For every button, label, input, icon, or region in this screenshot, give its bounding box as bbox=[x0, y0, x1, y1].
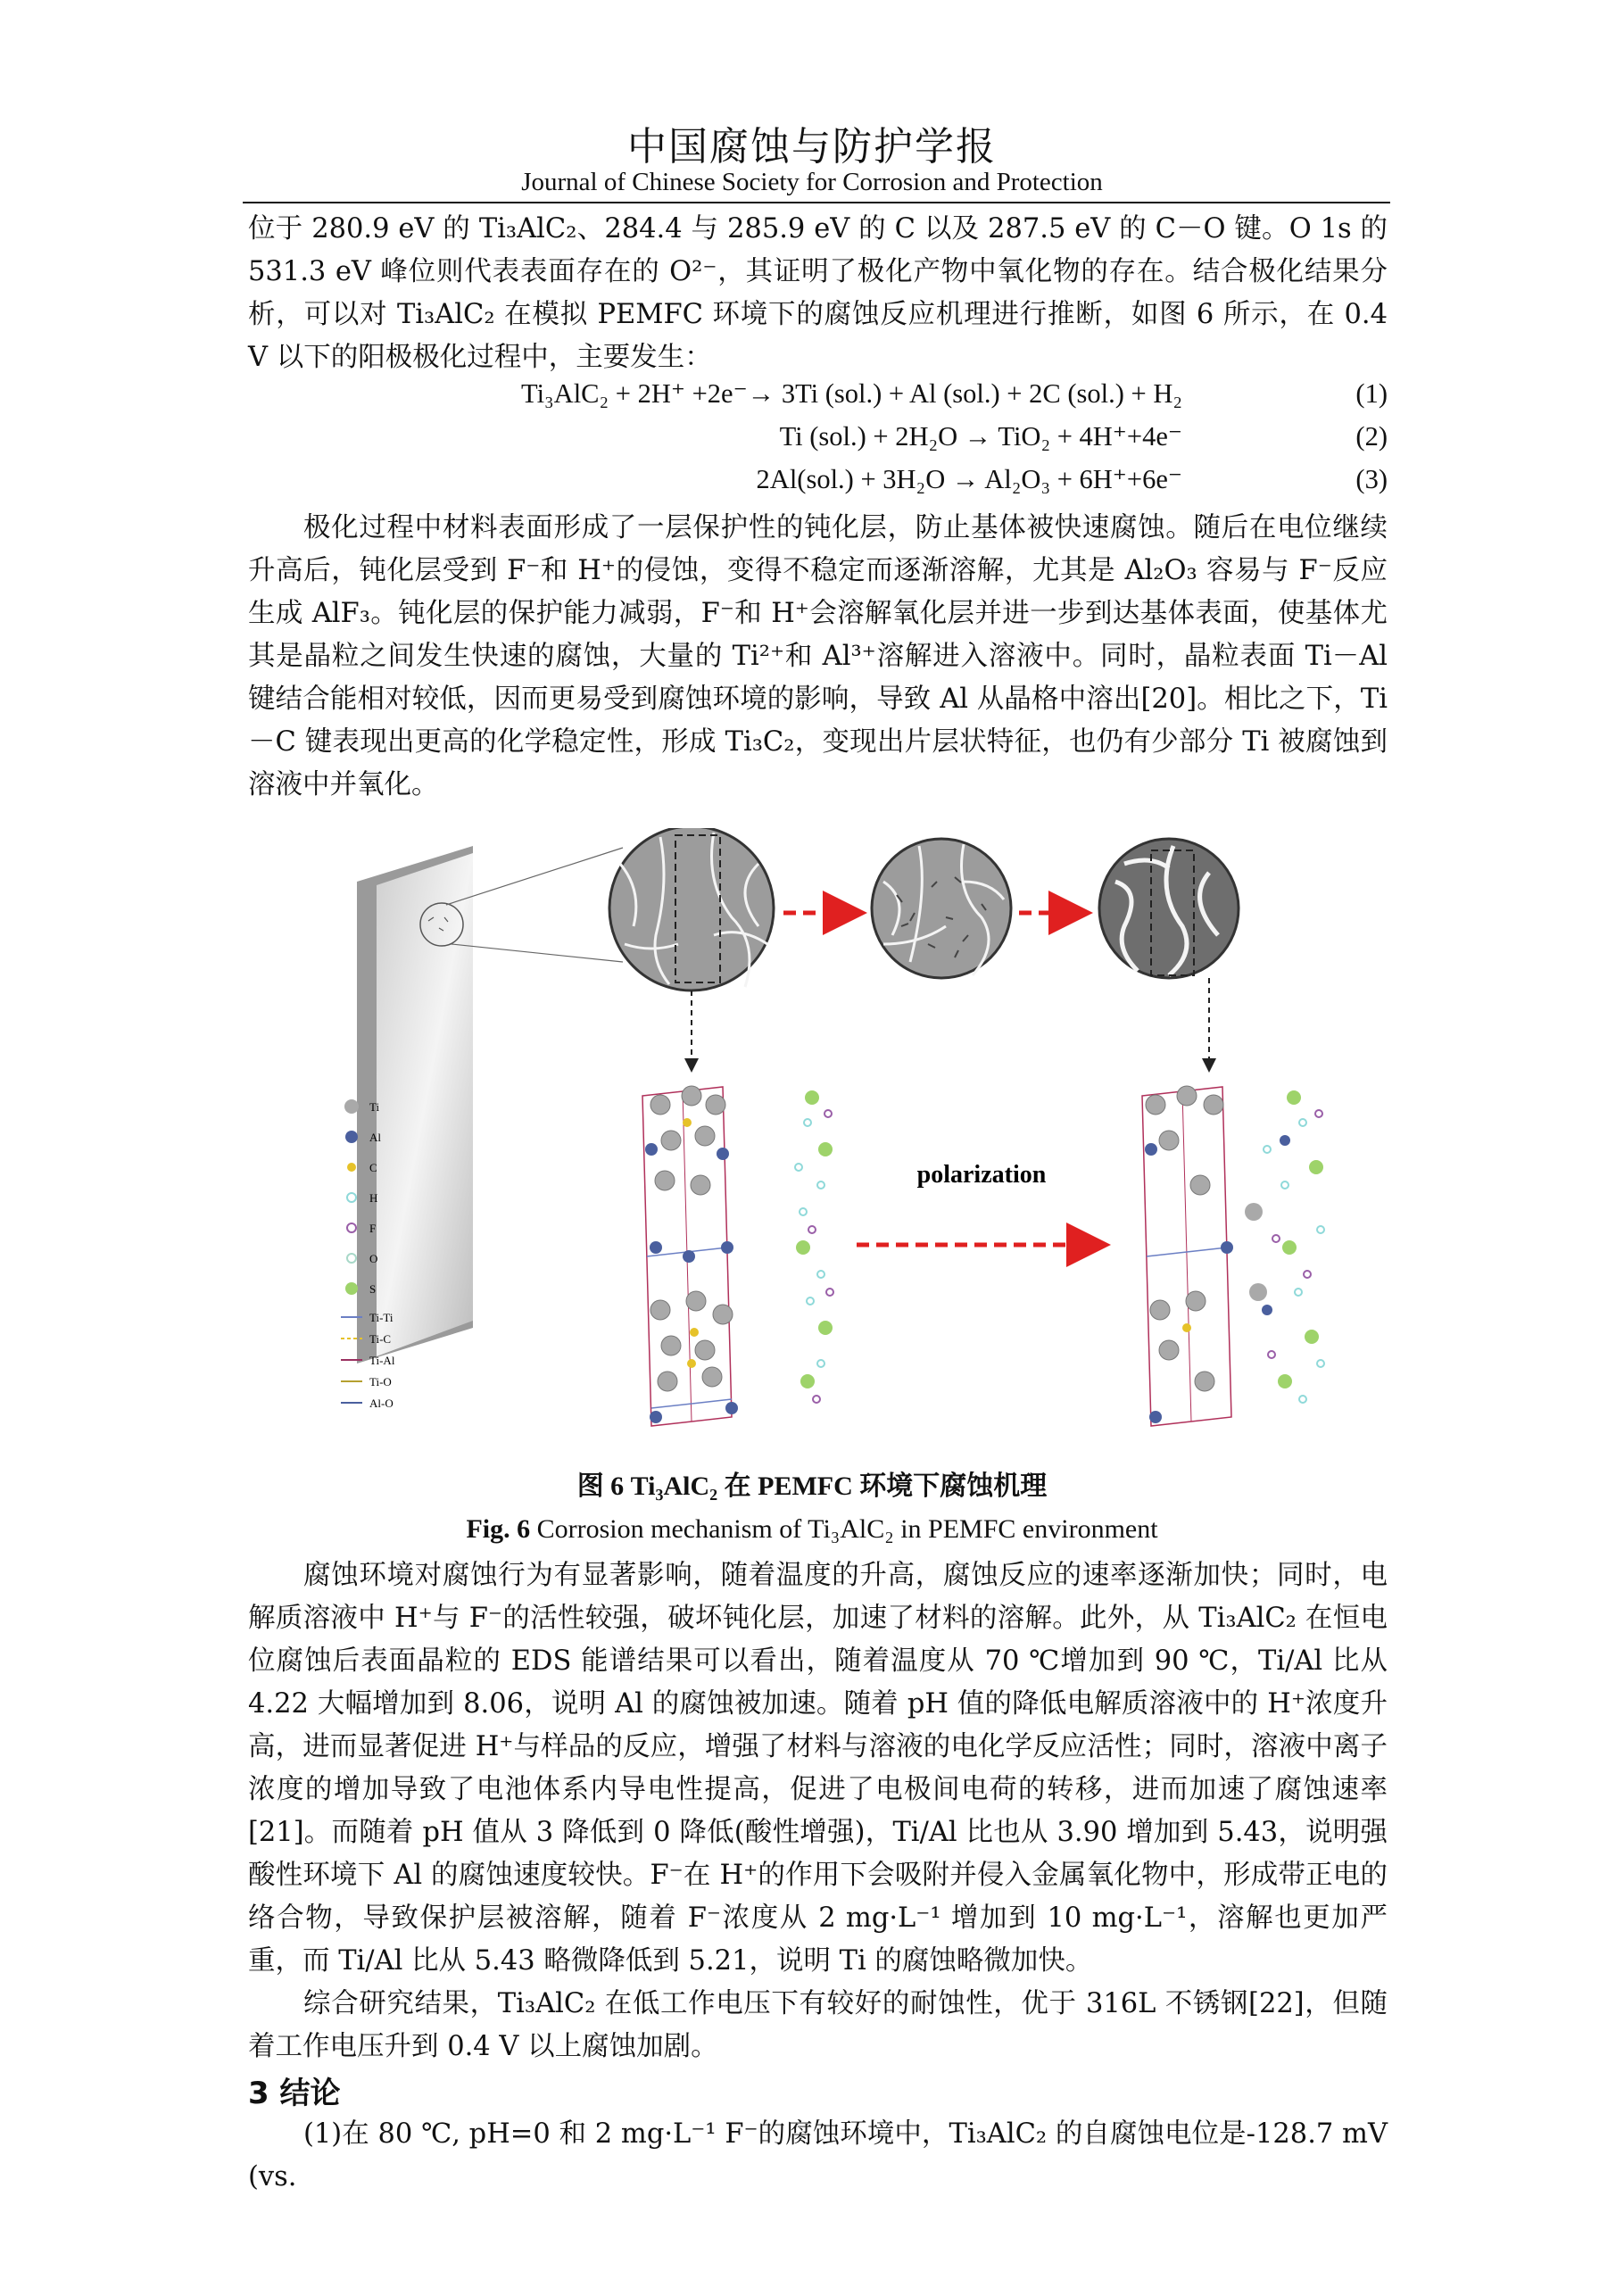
grain-circle-corroded bbox=[1099, 839, 1239, 978]
equation-number: (1) bbox=[1355, 378, 1388, 409]
figure-6 bbox=[339, 828, 1338, 1435]
grain-circle-initial bbox=[609, 828, 774, 991]
equation-1 bbox=[248, 378, 1388, 421]
header-rule bbox=[243, 202, 1390, 203]
figure-caption-cn-text: 图 6 Ti₃AlC₂ 在 PEMFC 环境下腐蚀机理 bbox=[576, 1471, 1048, 1501]
legend-label: Al-O bbox=[369, 1397, 394, 1410]
legend-label: Al bbox=[369, 1131, 381, 1144]
equation-formula: Ti₃AlC₂ + 2H⁺ +2e⁻→ 3Ti (sol.) + Al (sol.) + 2C (sol.) + H₂ bbox=[521, 378, 1182, 409]
legend-label: Ti-Ti bbox=[369, 1311, 394, 1324]
section-heading: 3 结论 bbox=[248, 2076, 341, 2111]
figure-label: Fig. 6 bbox=[466, 1514, 531, 1544]
equation-number: (3) bbox=[1355, 464, 1388, 494]
crystal-structure-initial bbox=[642, 1086, 738, 1426]
equation-2 bbox=[248, 421, 1388, 464]
crystal-structure-corroded bbox=[1142, 1086, 1233, 1426]
legend-label: F bbox=[369, 1222, 377, 1235]
paragraph-summary: 综合研究结果，Ti₃AlC₂ 在低工作电压下有较好的耐蚀性，优于 316L 不锈钢[22]，但随着工作电压升到 0.4 V 以上腐蚀加剧。 bbox=[248, 1988, 1388, 2062]
figure-caption-en bbox=[0, 1514, 1624, 1545]
paragraph-environment: 腐蚀环境对腐蚀行为有显著影响，随着温度的升高，腐蚀反应的速率逐渐加快；同时，电解质溶液中 H⁺与 F⁻的活性较强，破坏钝化层，加速了材料的溶解。此外，从 Ti₃AlC₂ 在恒电位腐蚀后表面晶粒的 EDS 能谱结果可以看出，随着温度从 70 ℃增加到 90 ℃，Ti/Al 比从 4.22 大幅增加到 8.06，说明 Al 的腐蚀被加速。随着 pH 值的降低电解质溶液中的 H⁺浓度升高，进而显著促进 H⁺与样品的反应，增强了材料与溶液的电化学反应活性；同时，溶液中离子浓度的增加导致了电池体系内导电性提高，促进了电极间电荷的转移，进而加速了腐蚀速率[21]。而随着 pH 值从 3 降低到 0 降低(酸性增强)，Ti/Al 比也从 3.90 增加到 5.43，说明强酸性环境下 Al 的腐蚀速度较快。F⁻在 H⁺的作用下会吸附并侵入金属氧化物中，形成带正电的络合物，导致保护层被溶解，随着 F⁻浓度从 2 mg·L⁻¹ 增加到 10 mg·L⁻¹，溶解也更加严重，而 Ti/Al 比从 5.43 略微降低到 5.21，说明 Ti 的腐蚀略微加快。 bbox=[248, 1560, 1388, 1977]
legend-label: Ti-C bbox=[369, 1332, 392, 1346]
equation-3 bbox=[248, 464, 1388, 507]
legend-label: C bbox=[369, 1161, 377, 1174]
equation-number: (2) bbox=[1355, 421, 1388, 452]
solution-ions-initial bbox=[795, 1090, 833, 1403]
legend-label: S bbox=[369, 1282, 377, 1296]
equation-formula: Ti (sol.) + 2H₂O → TiO₂ + 4H⁺+4e⁻ bbox=[779, 421, 1182, 452]
paragraph-passivation: 极化过程中材料表面形成了一层保护性的钝化层，防止基体被快速腐蚀。随后在电位继续升高后，钝化层受到 F⁻和 H⁺的侵蚀，变得不稳定而逐渐溶解，尤其是 Al₂O₃ 容易与 F⁻反应生成 AlF₃。钝化层的保护能力减弱，F⁻和 H⁺会溶解氧化层并进一步到达基体表面，使基体尤其是晶粒之间发生快速的腐蚀，大量的 Ti²⁺和 Al³⁺溶解进入溶液中。同时，晶粒表面 Ti－Al 键结合能相对较低，因而更易受到腐蚀环境的影响，导致 Al 从晶格中溶出[20]。相比之下，Ti－C 键表现出更高的化学稳定性，形成 Ti₃C₂，变现出片层状特征，也仍有少部分 Ti 被腐蚀到溶液中并氧化。 bbox=[248, 512, 1388, 800]
solution-ions-corroded bbox=[1245, 1090, 1324, 1403]
figure-caption-en-text: Corrosion mechanism of Ti₃AlC₂ in PEMFC environment bbox=[536, 1514, 1158, 1544]
legend-label: H bbox=[369, 1191, 378, 1205]
figure-caption-cn bbox=[0, 1463, 1624, 1503]
legend-label: Ti-Al bbox=[369, 1354, 395, 1367]
grain-circle-passivated bbox=[872, 839, 1011, 978]
legend-label: Ti-O bbox=[369, 1375, 392, 1388]
legend-label: Ti bbox=[369, 1100, 380, 1114]
journal-title-cn: 中国腐蚀与防护学报 bbox=[627, 124, 997, 170]
paragraph-conclusion-1: (1)在 80 ℃, pH=0 和 2 mg·L⁻¹ F⁻的腐蚀环境中，Ti₃AlC₂ 的自腐蚀电位是-128.7 mV (vs. bbox=[248, 2118, 1388, 2192]
paragraph-xps: 位于 280.9 eV 的 Ti₃AlC₂、284.4 与 285.9 eV 的 C 以及 287.5 eV 的 C－O 键。O 1s 的 531.3 eV 峰位则代表表面存在的 O²⁻，其证明了极化产物中氧化物的存在。结合极化结果分析，可以对 Ti₃AlC₂ 在模拟 PEMFC 环境下的腐蚀反应机理进行推断，如图 6 所示，在 0.4 V 以下的阳极极化过程中，主要发生： bbox=[248, 213, 1388, 373]
legend-label: O bbox=[369, 1252, 378, 1265]
electrode-plate bbox=[357, 846, 623, 1364]
journal-title-en: Journal of Chinese Society for Corrosion and Protection bbox=[521, 168, 1103, 196]
equation-formula: 2Al(sol.) + 3H₂O → Al₂O₃ + 6H⁺+6e⁻ bbox=[756, 464, 1182, 494]
polarization-label: polarization bbox=[916, 1161, 1047, 1189]
